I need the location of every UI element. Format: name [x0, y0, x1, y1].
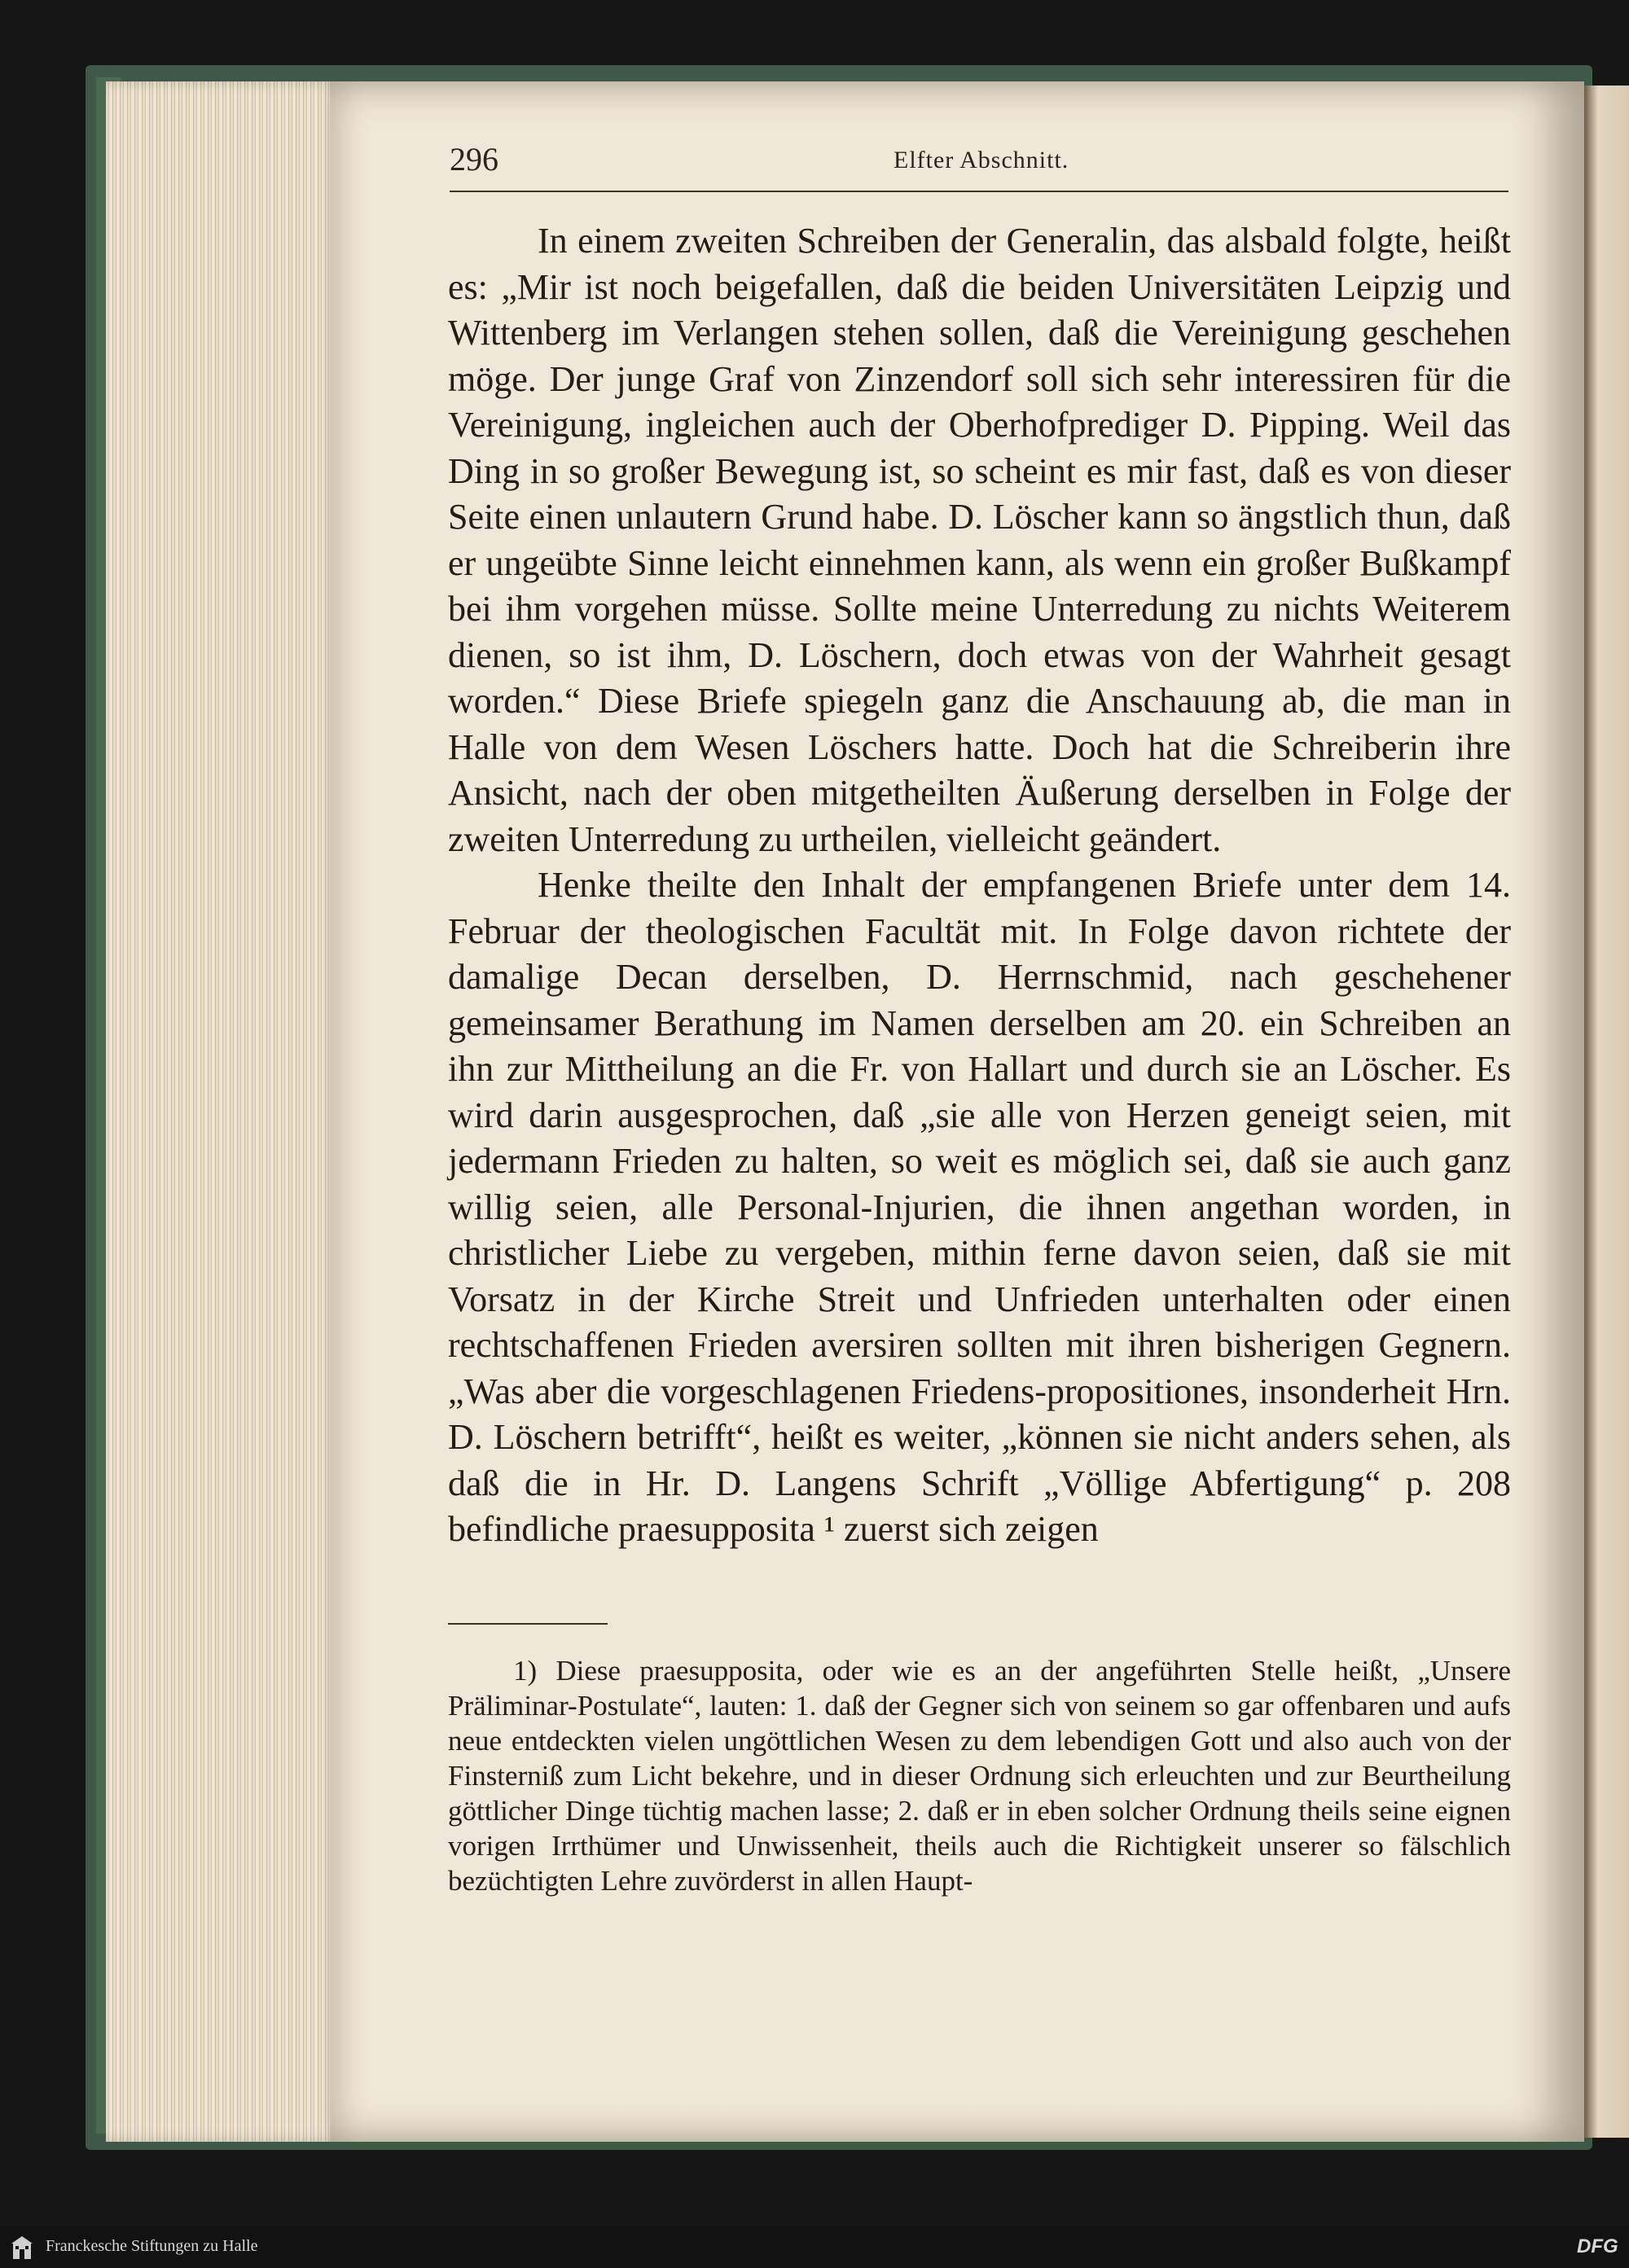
- opposite-page-edge: [1584, 86, 1629, 2138]
- running-head: Elfter Abschnitt.: [894, 147, 1069, 173]
- dfg-logo: DFG: [1577, 2235, 1618, 2257]
- footnote: 1) Diese praesupposita, oder wie es an der angeführten Stelle heißt, „Unsere Präliminar-Postulate“, lauten: 1. daß der Gegner sich von seinem so gar offenbaren und aufs neue entdeckten vielen ungöttlichen Wesen zu dem lebendigen Gott und also auch von der Finsterniß zum Licht bekehre, und in dieser Ordnung sich erleuchten und zur Beurtheilung göttlicher Dinge tüchtig machen lasse; 2. daß er in eben solcher Ordnung theils seine eignen vorigen Irrthümer und Unwissenheit, theils auch die Richtigkeit unserer so fälschlich bezüchtigten Lehre zuvörderst in allen Haupt-: [448, 1655, 1511, 1897]
- paragraph: Henke theilte den Inhalt der empfangenen Briefe unter dem 14. Februar der theologischen Facultät mit. In Folge davon richtete der damalige Decan derselben, D. Herrnschmid, nach geschehener gemeinsamer Berathung im Namen derselben am 20. ein Schreiben an ihn zur Mittheilung an die Fr. von Hallart und durch sie an Löscher. Es wird darin ausgesprochen, daß „sie alle von Herzen geneigt seien, mit jedermann Frieden zu halten, so weit es möglich sei, daß sie auch ganz willig seien, alle Personal-Injurien, die ihnen angethan worden, in christlicher Liebe zu vergeben, mithin ferne davon seien, daß sie mit Vorsatz in der Kirche Streit und Unfrieden unterhalten oder einen rechtschaffenen Frieden aversiren sollten mit ihren bisherigen Gegnern. „Was aber die vorgeschlagenen Friedens-propositiones, insonderheit Hrn. D. Löschern betrifft“, heißt es weiter, „können sie nicht anders sehen, als daß die in Hr. D. Langens Schrift „Völlige Abfertigung“ p. 208 befindliche praesupposita ¹ zuerst sich zeigen: [448, 865, 1511, 1549]
- page-number: 296: [450, 141, 498, 178]
- page-stack-edges: [106, 81, 342, 2142]
- paragraph: In einem zweiten Schreiben der Generalin, das alsbald folgte, heißt es: „Mir ist noch beigefallen, daß die beiden Universitäten Leipzig und Wittenberg im Verlangen stehen sollen, daß die Vereinigung geschehen möge. Der junge Graf von Zinzendorf soll sich sehr interessiren für die Vereinigung, ingleichen auch der Oberhofprediger D. Pipping. Weil das Ding in so großer Bewegung ist, so scheint es mir fast, daß es von dieser Seite einen unlautern Grund habe. D. Löscher kann so ängstlich thun, daß er ungeübte Sinne leicht einnehmen kann, als wenn ein großer Bußkampf bei ihm vorgehen müsse. Sollte meine Unterredung zu nichts Weiterem dienen, so ist ihm, D. Löschern, doch etwas von der Wahrheit gesagt worden.“ Diese Briefe spiegeln ganz die Anschauung ab, die man in Halle von dem Wesen Löschers hatte. Doch hat die Schreiberin ihre Ansicht, nach der oben mitgetheilten Äußerung derselben in Folge der zweiten Unterredung zu urtheilen, vielleicht geändert.: [448, 221, 1511, 859]
- institution-name: Franckesche Stiftungen zu Halle: [46, 2237, 258, 2255]
- main-text: [448, 218, 1511, 1553]
- page-header: [450, 140, 1508, 192]
- franckesche-stiftungen-logo-icon: [10, 2235, 34, 2261]
- footnote-divider: [448, 1623, 608, 1625]
